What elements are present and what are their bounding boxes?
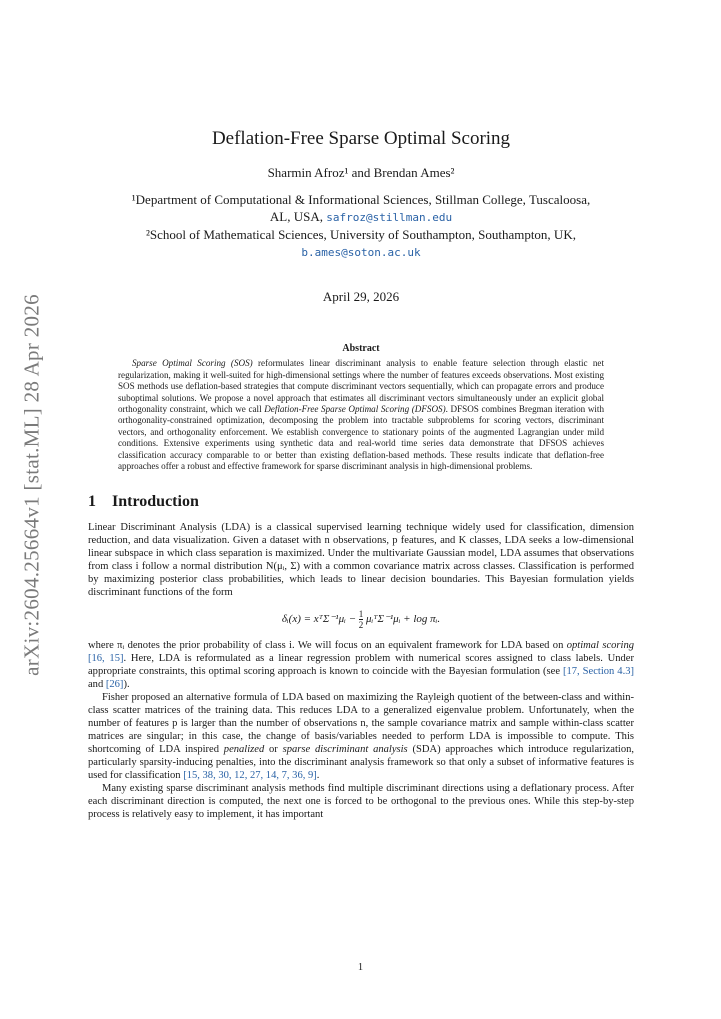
section-heading <box>88 493 634 511</box>
affiliation-2-line2 <box>88 243 634 261</box>
affiliation-1-location: AL, USA, <box>269 209 327 224</box>
p2-text-b: . Here, LDA is reformulated as a linear regression problem with numerical scores assigned to class labels. Under appropriate constraints, this optimal scoring approach is known to coincide with the Bayesian formulation (see <box>88 653 634 678</box>
p3-em-2: sparse discriminant analysis <box>282 744 408 756</box>
affiliation-2 <box>88 226 634 261</box>
p2-text-c: and <box>88 679 106 691</box>
intro-paragraph-4: Many existing sparse discriminant analysis methods find multiple discriminant directions using a deflationary process. After each discriminant direction is computed, the next one is forced to be orthogonal to the previous ones. While this step-by-step process is relatively easy to implement, it has important <box>88 783 634 821</box>
citation-link[interactable]: [26] <box>105 679 124 691</box>
affiliation-2-line1: ²School of Mathematical Sciences, University of Southampton, Southampton, UK, <box>146 227 576 242</box>
affiliation-1-line2 <box>88 208 634 226</box>
paper-page <box>88 128 634 821</box>
paper-authors: Sharmin Afroz¹ and Brendan Ames² <box>267 165 455 180</box>
p2-em: optimal scoring <box>566 640 634 652</box>
arxiv-sidebar <box>12 290 52 680</box>
affiliation-1-line1: ¹Department of Computational & Informational Sciences, Stillman College, Tuscaloosa, <box>131 192 591 207</box>
section-number: 1 <box>88 493 96 511</box>
equation-fraction <box>359 609 364 630</box>
p3-text-b: or <box>264 744 283 756</box>
affiliation-1 <box>88 191 634 226</box>
arxiv-identifier: arXiv:2604.25664v1 [stat.ML] 28 Apr 2026 <box>19 294 44 676</box>
citation-link[interactable]: [15, 38, 30, 12, 27, 14, 7, 36, 9] <box>183 770 317 782</box>
p3-text-c: (SDA) approaches which introduce regularization, particularly sparsity-inducing penalties, into the discriminant analysis framework so that only a subset of informative features is used for classification <box>88 744 635 782</box>
intro-paragraph-3 <box>88 691 634 782</box>
equation-rhs: μᵢᵀΣ⁻¹μᵢ + log πᵢ. <box>366 613 441 626</box>
paper-date: April 29, 2026 <box>322 289 400 304</box>
fraction-numerator: 1 <box>358 609 364 620</box>
abstract-part-a: reformulates linear discriminant analysis to enable feature selection through elastic net regularization, making it well-suited for high-dimensional settings where the number of features exceeds observations. Most existing SOS methods use deflation-based strategies that compute discriminant vectors sequentially, which can propagate errors and produce suboptimal solutions. We propose a novel approach that estimates all discriminant vectors simultaneously under an explicit global orthogonality constraint, which we call <box>118 358 604 415</box>
p3-text-d: . <box>316 770 320 782</box>
section-body <box>88 521 634 821</box>
p3-text-a: Fisher proposed an alternative formula of LDA based on maximizing the Rayleigh quotient of the between-class and within-class scatter matrices of the training data. This reduces LDA to a generalized eigenvalue problem. Unfortunately, when the number of features p is larger than the number of observations n, the sample covariance matrix and sample within-class scatter matrices are singular; in this case, the change of basis/variables needed to perform LDA is impossible to compute. This shortcoming of LDA inspired <box>88 692 634 756</box>
abstract-em-2: Deflation-Free Sparse Optimal Scoring (DFSOS) <box>264 404 446 415</box>
email-link-2[interactable]: b.ames@soton.ac.uk <box>301 246 421 259</box>
page-number: 1 <box>357 962 364 973</box>
citation-link[interactable]: [17, Section 4.3] <box>563 666 634 678</box>
abstract-heading: Abstract <box>342 343 380 354</box>
intro-paragraph-2 <box>88 639 634 691</box>
p2-text-a: where πᵢ denotes the prior probability of class i. We will focus on an equivalent framework for LDA based on <box>88 640 567 652</box>
section-title: Introduction <box>112 493 199 511</box>
equation-lhs: δᵢ(x) = xᵀΣ⁻¹μᵢ − <box>281 613 357 626</box>
citation-link[interactable]: [16, 15] <box>88 653 124 665</box>
abstract-part-b: . DFSOS combines Bregman iteration with orthogonality-constrained optimization, decomposing the problem into tractable subproblems for scoring vectors, discriminant vectors, and orthogonality enforcement. We establish convergence to stationary points of the augmented Lagrangian under mild conditions. Extensive experiments using synthetic data and real-world time series data demonstrate that DFSOS achieves classification accuracy comparable to or better than existing deflation-based methods. These results indicate that deflation-free approaches offer a robust and effective framework for sparse discriminant analysis in high-dimensional problems. <box>118 404 604 472</box>
intro-paragraph-1: Linear Discriminant Analysis (LDA) is a classical supervised learning technique widely used for classification, dimension reduction, and data visualization. Given a dataset with n observations, p features, and K classes, LDA seeks a low-dimensional linear subspace in which class separation is maximized. Under the multivariate Gaussian model, LDA assumes that observations from class i follow a normal distribution N(μᵢ, Σ) with a common covariance matrix across classes. Classification is performed by maximizing posterior class probabilities, which leads to linear decision boundaries. This Bayesian formulation yields discriminant functions of the form <box>88 522 634 599</box>
abstract-block <box>118 343 604 472</box>
email-link-1[interactable]: safroz@stillman.edu <box>326 211 453 224</box>
p2-text-d: ). <box>123 679 130 691</box>
fraction-denominator: 2 <box>358 620 364 631</box>
discriminant-equation <box>88 609 634 630</box>
abstract-text <box>118 358 604 472</box>
paper-title: Deflation-Free Sparse Optimal Scoring <box>211 128 511 149</box>
abstract-em-1: Sparse Optimal Scoring (SOS) <box>132 358 253 369</box>
p3-em-1: penalized <box>223 744 265 756</box>
